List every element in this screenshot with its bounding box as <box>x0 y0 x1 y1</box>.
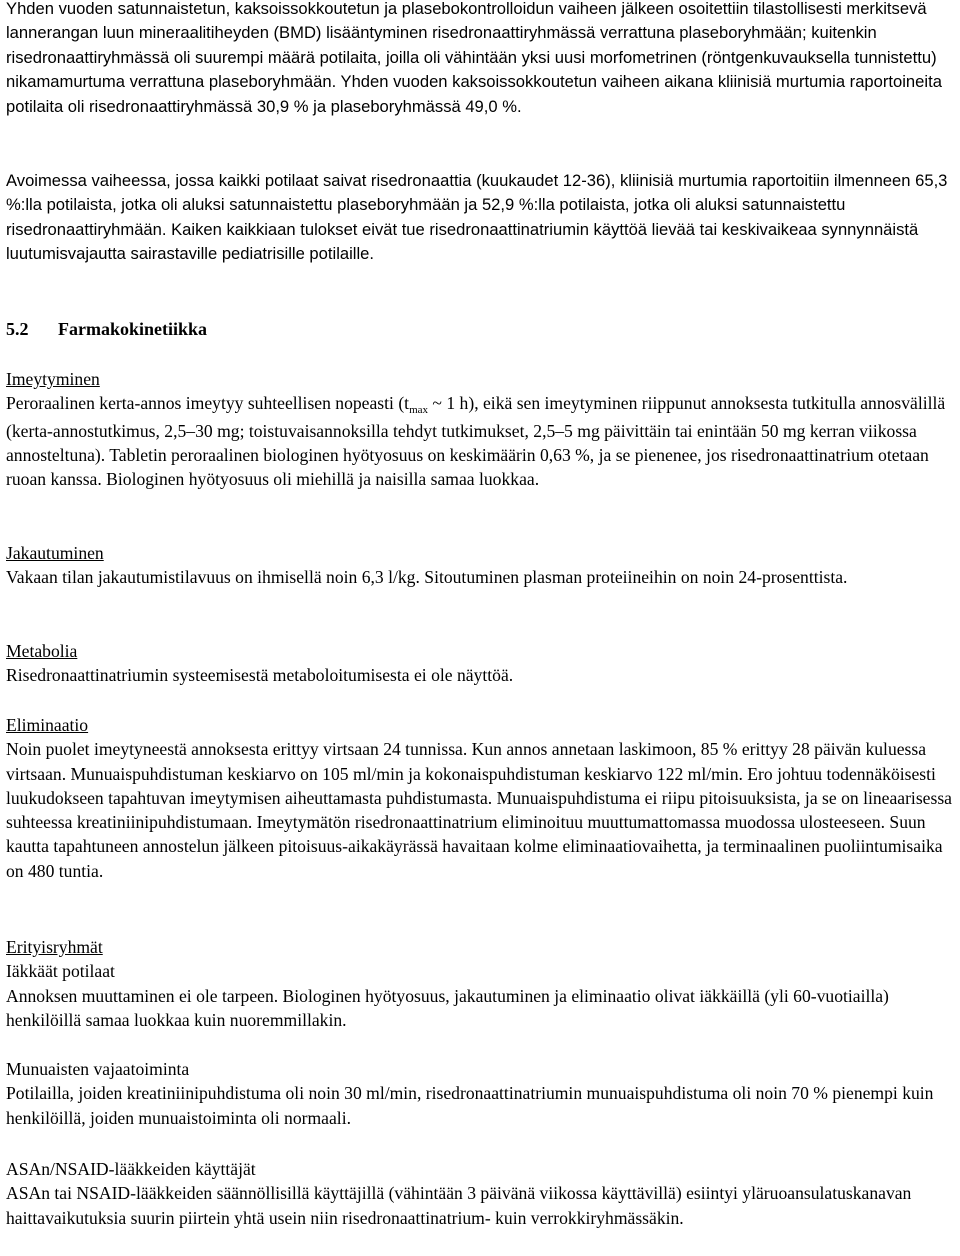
elderly-text: Annoksen muuttaminen ei ole tarpeen. Biologinen hyötyosuus, jakautuminen ja eliminaatio olivat iäkkäillä (yli 60-vuotiailla) henkilöillä samaa luokkaa kuin nuoremmillakin. <box>6 985 889 1030</box>
special-groups-heading: Erityisryhmät <box>6 937 103 957</box>
section-heading <box>6 317 207 341</box>
metabolism-section <box>6 639 956 688</box>
renal-text: Potilailla, joiden kreatiniinipuhdistuma oli noin 30 ml/min, risedronaattinatriumin munuaispuhdistuma oli noin 70 % pienempi kuin henkilöillä, joiden munuaistoiminta oli normaali. <box>6 1083 934 1128</box>
open-phase-paragraph: Avoimessa vaiheessa, jossa kaikki potilaat saivat risedronaattia (kuukaudet 12-36), kliinisiä murtumia raportoitiin ilmenneen 65,3 %:lla potilaista, jotka oli aluksi satunnaistettu plaseboryhmään ja 52,9 %:lla potilaista, jotka oli aluksi satunnaistettu risedronaattiryhmään. Kaiken kaikkiaan tulokset eivät tue risedronaattinatriumin käyttöä lievää tai keskivaikeaa synnynnäistä luutumisvajautta sairastaville pediatrisille potilaille. <box>6 171 948 264</box>
metabolism-heading: Metabolia <box>6 641 78 661</box>
tmax-subscript: max <box>409 404 429 417</box>
distribution-section <box>6 541 956 590</box>
renal-section <box>6 1057 956 1130</box>
absorption-section <box>6 367 956 491</box>
elimination-text: Noin puolet imeytyneestä annoksesta erittyy virtsaan 24 tunnissa. Kun annos annetaan laskimoon, 85 % erittyy 28 päivän kuluessa virtsaan. Munuaispuhdistuman keskiarvo on 105 ml/min ja kokonaispuhdistuman keskiarvo 122 ml/min. Ero johtuu todennäköisesti luukudokseen tapahtuvan imeytymisen aiheuttamasta puhdistumasta. Munuaispuhdistuma ei riipu pitoisuuksista, ja se on lineaarisessa suhteessa kreatiniinipuhdistumaan. Imeytymätön risedronaattinatrium eliminoituu muuttumattomassa muodossa ulosteeseen. Suun kautta tapahtuneen annostelun jälkeen pitoisuus-aikakäyrässä havaitaan kolme eliminaatiovaihetta, ja terminaalinen puoliintumisaika on 480 tuntia. <box>6 739 952 881</box>
nsaid-heading: ASAn/NSAID-lääkkeiden käyttäjät <box>6 1159 256 1179</box>
section-number: 5.2 <box>6 319 29 339</box>
intro-paragraph: Yhden vuoden satunnaistetun, kaksoissokkoutetun ja plasebokontrolloidun vaiheen jälkeen osoitettiin tilastollisesti merkitsevä lannerangan luun mineraalitiheyden (BMD) lisääntyminen risedronaattiryhmässä verrattuna plaseboryhmään; kuitenkin risedronaattiryhmässä oli suurempi määrä potilaita, joilla oli vähintään yksi uusi morfometrinen (röntgenkuvauksella tunnistettu) nikamamurtuma verrattuna plaseboryhmään. Yhden vuoden kaksoissokkoutetun vaiheen aikana kliinisiä murtumia raportoineita potilaita oli risedronaattiryhmässä 30,9 % ja plaseboryhmässä 49,0 %. <box>6 0 942 116</box>
nsaid-section <box>6 1157 956 1230</box>
metabolism-text: Risedronaattinatriumin systeemisestä metaboloitumisesta ei ole näyttöä. <box>6 665 514 686</box>
distribution-heading: Jakautuminen <box>6 543 104 563</box>
renal-heading: Munuaisten vajaatoiminta <box>6 1059 190 1079</box>
distribution-text: Vakaan tilan jakautumistilavuus on ihmisellä noin 6,3 l/kg. Sitoutuminen plasman proteiineihin on noin 24-prosenttista. <box>6 567 848 588</box>
elimination-section <box>6 713 956 883</box>
section-title: Farmakokinetiikka <box>58 319 208 339</box>
absorption-text: Peroraalinen kerta-annos imeytyy suhteellisen nopeasti ($t_{max}$ ~ 1 h), eikä sen imeytyminen riippunut annoksesta tutkitulla annosvälillä (kerta-annostutkimus, 2,5–30 mg; toistuvaisannoksilla tehdyt tutkimukset, 2,5–5 mg päivittäin tai enintään 50 mg kerran viikossa annosteltuna). Tabletin peroraalinen biologinen hyötyosuus on keskimäärin 0,63 %, ja se pienenee, jos risedronaattinatrium otetaan ruoan kanssa. Biologinen hyötyosuus oli miehillä ja naisilla samaa luokkaa. <box>6 393 946 490</box>
absorption-heading: Imeytyminen <box>6 369 100 389</box>
elimination-heading: Eliminaatio <box>6 715 89 735</box>
nsaid-text: ASAn tai NSAID-lääkkeiden säännöllisillä käyttäjillä (vähintään 3 päivänä viikossa käyttävillä) esiintyi yläruoansulatuskanavan haittavaikutuksia suurin piirtein yhtä usein niin risedronaattinatrium- kuin verrokkiryhmässäkin. <box>6 1183 912 1228</box>
elderly-heading: Iäkkäät potilaat <box>6 961 115 982</box>
special-groups-section <box>6 935 956 1032</box>
